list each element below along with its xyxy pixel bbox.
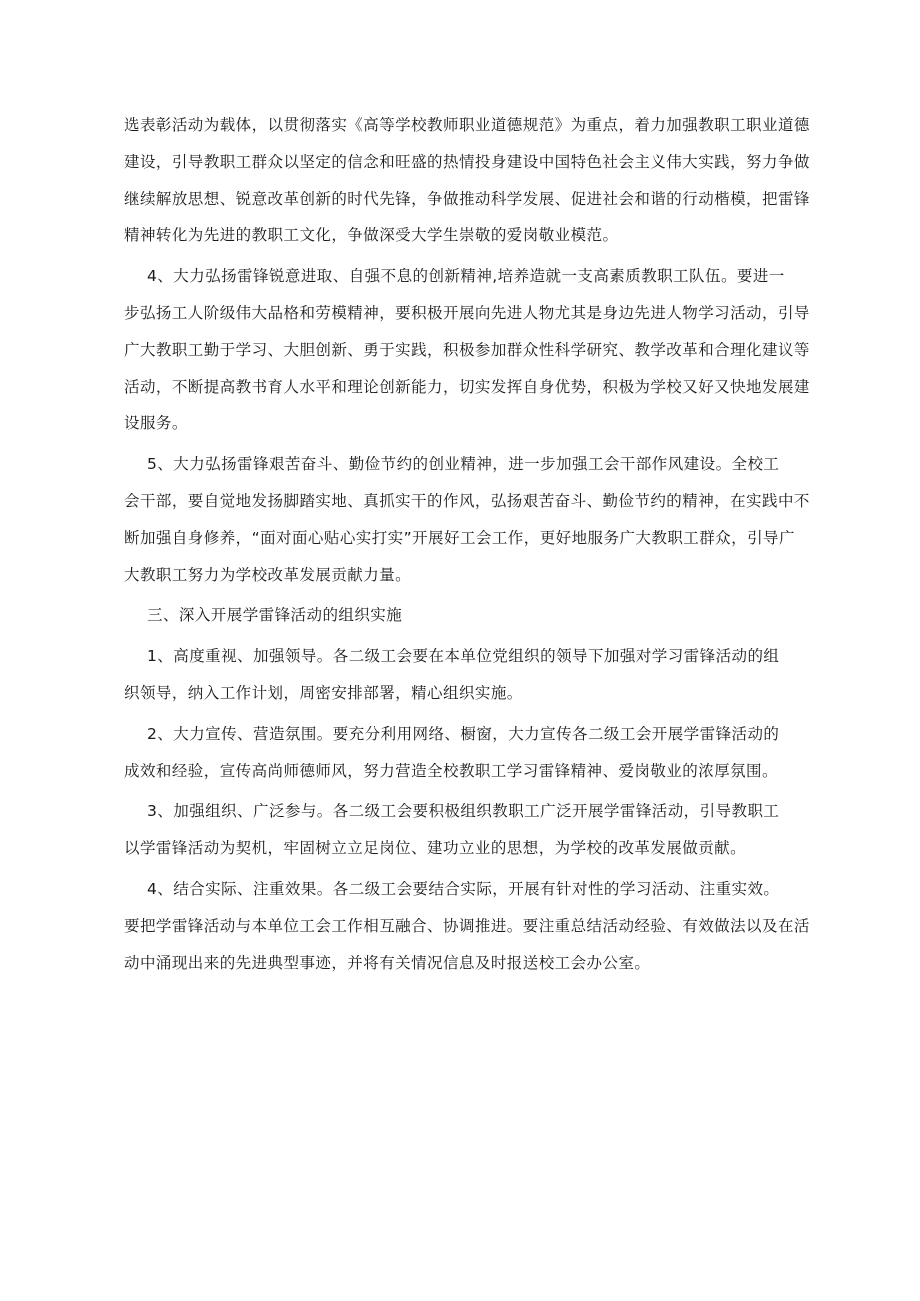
text-line: 步弘扬工人阶级伟大品格和劳模精神，要积极开展向先进人物尤其是身边先进人物学习活动，引导 (124, 303, 810, 322)
text-line: 选表彰活动为载体，以贯彻落实《高等学校教师职业道德规范》为重点，着力加强教职工职业道德 (124, 116, 810, 134)
text-line: 4、大力弘扬雷锋锐意进取、自强不息的创新精神,培养造就一支高素质教职工队伍。要进一 (147, 267, 785, 286)
text-line: 继续解放思想、锐意改革创新的时代先锋，争做推动科学发展、促进社会和谐的行动楷模，把雷锋 (124, 189, 810, 208)
paragraph-item-5 (124, 446, 828, 593)
paragraph-item-4 (124, 258, 828, 442)
text-line: 成效和经验，宣传高尚师德师风，努力营造全校教职工学习雷锋精神、爱岗敬业的浓厚氛围。 (124, 761, 778, 780)
text-line: 大教职工努力为学校改革发展贡献力量。 (124, 565, 412, 584)
text-line: 3、加强组织、广泛参与。各二级工会要积极组织教职工广泛开展学雷锋活动，引导教职工 (147, 802, 780, 821)
text-line: 1、高度重视、加强领导。各二级工会要在本单位党组织的领导下加强对学习雷锋活动的组 (147, 647, 780, 666)
paragraph-step-1 (124, 638, 828, 712)
text-line: 广大教职工勤于学习、大胆创新、勇于实践，积极参加群众性科学研究、教学改革和合理化建议等 (124, 340, 810, 359)
section-heading (124, 597, 828, 634)
text-line: 5、大力弘扬雷锋艰苦奋斗、勤俭节约的创业精神，进一步加强工会干部作风建设。全校工 (147, 455, 780, 474)
text-line: 断加强自身修养，“面对面心贴心实打实”开展好工会工作，更好地服务广大教职工群众，引导广 (124, 528, 795, 547)
text-line: 4、结合实际、注重效果。各二级工会要结合实际，开展有针对性的学习活动、注重实效。 (147, 879, 780, 898)
text-line: 2、大力宣传、营造氛围。要充分利用网络、橱窗，大力宣传各二级工会开展学雷锋活动的 (147, 724, 780, 743)
text-line: 精神转化为先进的教职工文化，争做深受大学生崇敬的爱岗敬业模范。 (124, 226, 619, 245)
text-line: 要把学雷锋活动与本单位工会工作相互融合、协调推进。要注重总结活动经验、有效做法以及在活 (124, 916, 810, 935)
text-line: 以学雷锋活动为契机，牢固树立立足岗位、建功立业的思想，为学校的改革发展做贡献。 (124, 839, 747, 858)
paragraph-continued (124, 107, 828, 254)
paragraph-step-2 (124, 716, 828, 790)
paragraph-step-3 (124, 793, 828, 867)
text-line: 动中涌现出来的先进典型事迹，并将有关情况信息及时报送校工会办公室。 (124, 953, 651, 972)
text-line: 建设，引导教职工群众以坚定的信念和旺盛的热情投身建设中国特色社会主义伟大实践，努力争做 (124, 152, 810, 171)
text-line: 会干部，要自觉地发扬脚踏实地、真抓实干的作风，弘扬艰苦奋斗、勤俭节约的精神，在实践中不 (124, 491, 810, 510)
text-line: 织领导，纳入工作计划，周密安排部署，精心组织实施。 (124, 683, 523, 702)
paragraph-step-4 (124, 871, 828, 981)
heading-text: 三、深入开展学雷锋活动的组织实施 (147, 606, 403, 625)
text-line: 设服务。 (124, 414, 188, 433)
text-line: 活动，不断提高教书育人水平和理论创新能力，切实发挥自身优势，积极为学校又好又快地发展建 (124, 377, 810, 396)
